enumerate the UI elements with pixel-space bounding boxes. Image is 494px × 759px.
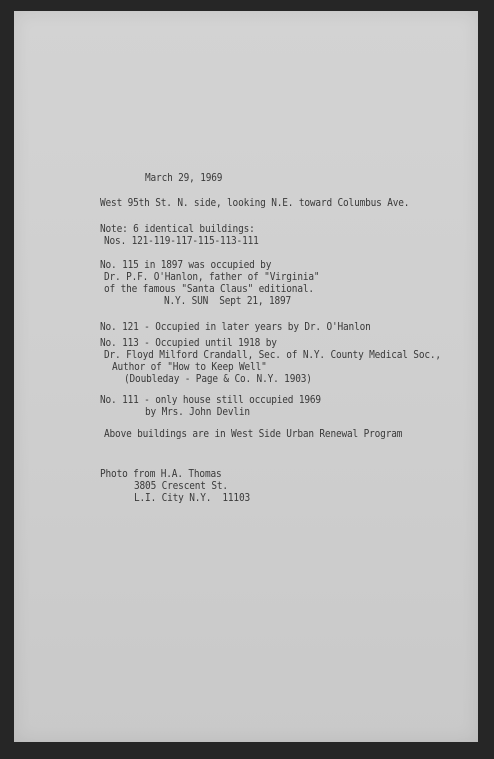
- no111-line-2: by Mrs. John Devlin: [145, 405, 250, 418]
- no115-line-1: No. 115 in 1897 was occupied by: [100, 258, 272, 271]
- no121-line: No. 121 - Occupied in later years by Dr. O'Hanlon: [100, 320, 371, 333]
- location-line: West 95th St. N. side, looking N.E. toward Columbus Ave.: [100, 196, 410, 209]
- photo-credit-line-2: 3805 Crescent St.: [134, 479, 228, 492]
- urban-renewal-line: Above buildings are in West Side Urban Renewal Program: [104, 427, 403, 440]
- no113-line-1: No. 113 - Occupied until 1918 by: [100, 336, 277, 349]
- no113-line-3: Author of "How to Keep Well": [112, 360, 267, 373]
- no115-line-4: N.Y. SUN Sept 21, 1897: [164, 294, 292, 307]
- no113-line-4: (Doubleday - Page & Co. N.Y. 1903): [124, 372, 312, 385]
- photo-credit-line-1: Photo from H.A. Thomas: [100, 467, 222, 480]
- note-numbers: Nos. 121-119-117-115-113-111: [104, 234, 259, 247]
- date-line: March 29, 1969: [145, 171, 223, 184]
- no115-line-2: Dr. P.F. O'Hanlon, father of "Virginia": [104, 270, 320, 283]
- no111-line-1: No. 111 - only house still occupied 1969: [100, 393, 321, 406]
- photo-credit-line-3: L.I. City N.Y. 11103: [134, 491, 250, 504]
- document-page: [14, 11, 478, 742]
- no113-line-2: Dr. Floyd Milford Crandall, Sec. of N.Y. County Medical Soc.,: [104, 348, 441, 361]
- no115-line-3: of the famous "Santa Claus" editional.: [104, 282, 314, 295]
- note-heading: Note: 6 identical buildings:: [100, 222, 255, 235]
